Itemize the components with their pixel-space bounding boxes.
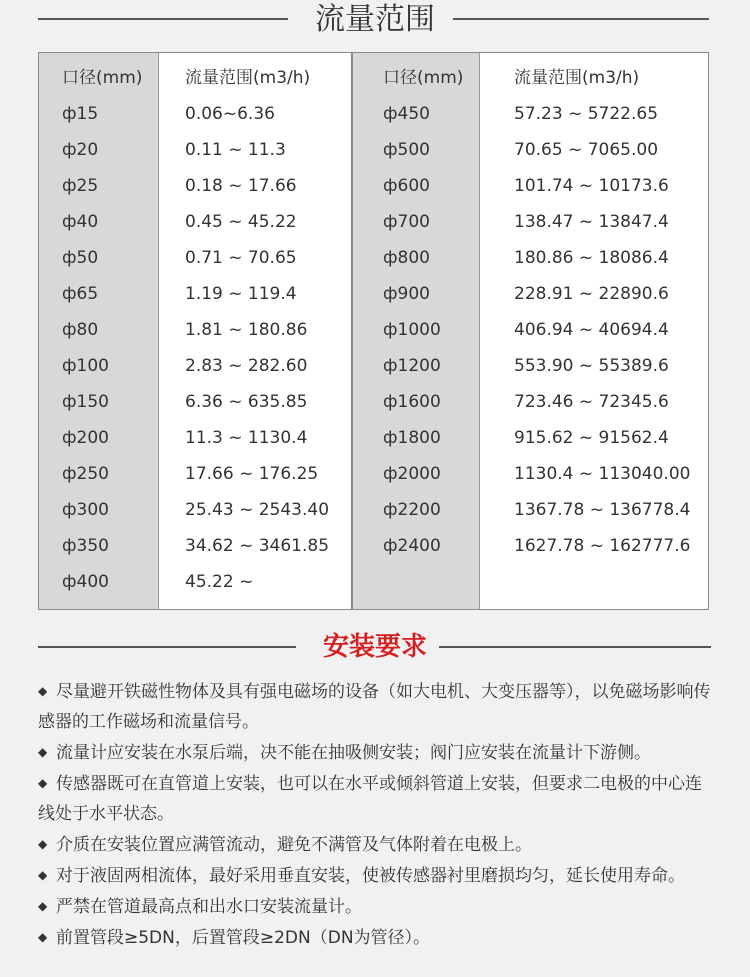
flow-range-cell: 45.22 ~ [185, 572, 254, 592]
requirement-text: 尽量避开铁磁性物体及具有强电磁场的设备（如大电机、大变压器等），以免磁场影响传感器的工作磁场和流量信号。 [38, 682, 711, 732]
diameter-cell: ф800 [383, 248, 430, 268]
requirement-text: 流量计应安装在水泵后端，决不能在抽吸侧安装；阀门应安装在流量计下游侧。 [56, 743, 651, 763]
flow-range-cell: 57.23 ~ 5722.65 [514, 104, 659, 124]
requirement-text: 对于液固两相流体，最好采用垂直安装，使被传感器衬里磨损均匀，延长使用寿命。 [56, 866, 685, 886]
flow-range-cell: 11.3 ~ 1130.4 [185, 428, 308, 448]
diameter-cell: ф50 [62, 248, 99, 268]
diameter-cell: ф25 [62, 176, 99, 196]
diameter-cell: ф400 [62, 572, 109, 592]
flow-range-cell: 723.46 ~ 72345.6 [514, 392, 669, 412]
requirement-item [38, 829, 714, 860]
diamond-bullet-icon: ◆ [38, 899, 48, 913]
requirement-text: 传感器既可在直管道上安装，也可以在水平或倾斜管道上安装，但要求二电极的中心连线处于水平状态。 [38, 774, 702, 824]
requirement-text: 严禁在管道最高点和出水口安装流量计。 [56, 897, 362, 917]
requirement-item [38, 737, 714, 768]
diameter-cell: ф2200 [383, 500, 441, 520]
flow-range-cell: 138.47 ~ 13847.4 [514, 212, 669, 232]
flow-range-cell: 6.36 ~ 635.85 [185, 392, 308, 412]
table-header-row [38, 66, 709, 102]
table-row [38, 246, 709, 282]
flow-range-cell: 915.62 ~ 91562.4 [514, 428, 669, 448]
diameter-cell: ф300 [62, 500, 109, 520]
flow-range-cell: 70.65 ~ 7065.00 [514, 140, 659, 160]
section-title-flow-range: 流量范围 [315, 2, 435, 37]
table-row [38, 318, 709, 354]
table-row [38, 498, 709, 534]
flow-range-cell: 180.86 ~ 18086.4 [514, 248, 669, 268]
header-diameter-left: 口径(mm) [62, 68, 143, 88]
diamond-bullet-icon: ◆ [38, 930, 48, 944]
requirement-item [38, 891, 714, 922]
flow-range-cell: 0.11 ~ 11.3 [185, 140, 286, 160]
diameter-cell: ф15 [62, 104, 99, 124]
diameter-cell: ф80 [62, 320, 99, 340]
section-title-install-requirements: 安装要求 [322, 632, 427, 662]
table-row [38, 390, 709, 426]
diameter-cell: ф500 [383, 140, 430, 160]
header-divider-right [453, 18, 709, 20]
flow-range-cell: 17.66 ~ 176.25 [185, 464, 319, 484]
diameter-cell: ф450 [383, 104, 430, 124]
table-row [38, 570, 709, 606]
table-row [38, 210, 709, 246]
diameter-cell: ф100 [62, 356, 109, 376]
diamond-bullet-icon: ◆ [38, 837, 48, 851]
table-row [38, 282, 709, 318]
header-divider-right [439, 646, 711, 648]
diamond-bullet-icon: ◆ [38, 868, 48, 882]
diameter-cell: ф200 [62, 428, 109, 448]
flow-range-cell: 1130.4 ~ 113040.00 [514, 464, 691, 484]
header-range-left: 流量范围(m3/h) [185, 68, 311, 88]
diamond-bullet-icon: ◆ [38, 684, 48, 698]
install-requirements-header [0, 627, 750, 667]
diameter-cell: ф20 [62, 140, 99, 160]
flow-range-cell: 34.62 ~ 3461.85 [185, 536, 330, 556]
requirement-text: 前置管段≥5DN，后置管段≥2DN（DN为管径）。 [56, 928, 431, 948]
table-row [38, 138, 709, 174]
diamond-bullet-icon: ◆ [38, 776, 48, 790]
flow-range-cell: 0.06~6.36 [185, 104, 275, 124]
diamond-bullet-icon: ◆ [38, 745, 48, 759]
diameter-cell: ф150 [62, 392, 109, 412]
diameter-cell: ф1600 [383, 392, 441, 412]
flow-range-header [0, 0, 750, 40]
requirement-item [38, 768, 714, 829]
requirement-item [38, 922, 714, 953]
header-diameter-right: 口径(mm) [383, 68, 464, 88]
flow-range-table [38, 52, 709, 610]
diameter-cell: ф700 [383, 212, 430, 232]
flow-range-cell: 2.83 ~ 282.60 [185, 356, 308, 376]
table-row [38, 174, 709, 210]
flow-range-cell: 0.71 ~ 70.65 [185, 248, 297, 268]
diameter-cell: ф1800 [383, 428, 441, 448]
flow-range-cell: 228.91 ~ 22890.6 [514, 284, 669, 304]
flow-range-cell: 1367.78 ~ 136778.4 [514, 500, 691, 520]
flow-range-cell: 101.74 ~ 10173.6 [514, 176, 669, 196]
table-row [38, 354, 709, 390]
diameter-cell: ф250 [62, 464, 109, 484]
requirement-item [38, 676, 714, 737]
header-range-right: 流量范围(m3/h) [514, 68, 640, 88]
diameter-cell: ф2000 [383, 464, 441, 484]
diameter-cell: ф350 [62, 536, 109, 556]
requirement-text: 介质在安装位置应满管流动，避免不满管及气体附着在电极上。 [56, 835, 532, 855]
diameter-cell: ф1200 [383, 356, 441, 376]
flow-range-cell: 1627.78 ~ 162777.6 [514, 536, 691, 556]
flow-range-cell: 1.81 ~ 180.86 [185, 320, 308, 340]
diameter-cell: ф900 [383, 284, 430, 304]
diameter-cell: ф40 [62, 212, 99, 232]
diameter-cell: ф2400 [383, 536, 441, 556]
flow-range-cell: 25.43 ~ 2543.40 [185, 500, 330, 520]
table-row [38, 102, 709, 138]
table-row [38, 426, 709, 462]
flow-range-cell: 553.90 ~ 55389.6 [514, 356, 669, 376]
flow-range-cell: 0.45 ~ 45.22 [185, 212, 297, 232]
requirement-item [38, 860, 714, 891]
flow-range-cell: 0.18 ~ 17.66 [185, 176, 297, 196]
flow-range-cell: 406.94 ~ 40694.4 [514, 320, 669, 340]
table-row [38, 534, 709, 570]
diameter-cell: ф1000 [383, 320, 441, 340]
table-row [38, 462, 709, 498]
flow-range-cell: 1.19 ~ 119.4 [185, 284, 297, 304]
diameter-cell: ф65 [62, 284, 99, 304]
diameter-cell: ф600 [383, 176, 430, 196]
requirements-list [38, 676, 714, 953]
